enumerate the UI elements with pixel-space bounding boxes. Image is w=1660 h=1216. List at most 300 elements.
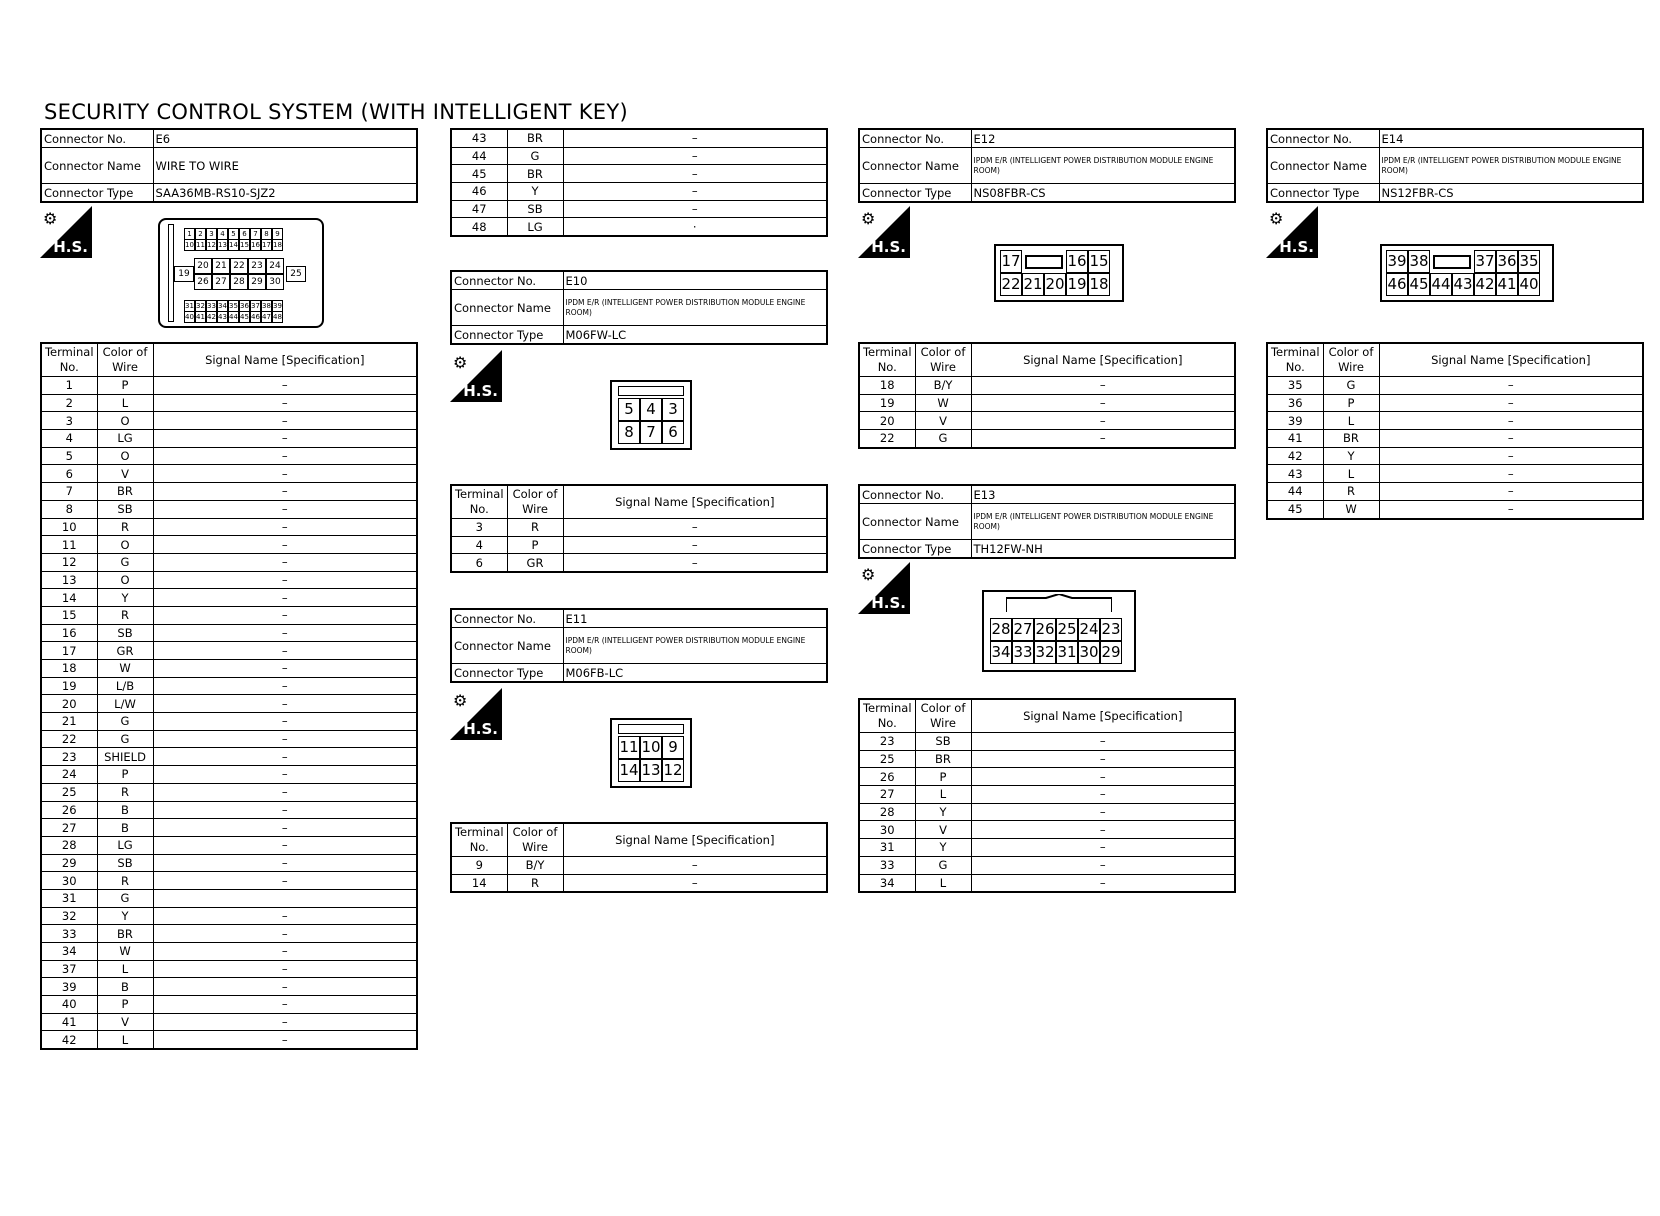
table-row [451,147,827,165]
pin: 9 [662,736,684,759]
table-row [859,839,1235,857]
pin: 28 [230,274,248,290]
wire-color: BR [97,925,153,943]
signal-name: – [153,801,417,819]
wire-color: Y [507,183,563,201]
key-slot [1430,250,1474,271]
pin: 7 [250,228,261,240]
wire-color: V [915,412,971,430]
signal-name: – [153,996,417,1014]
wire-color: SB [97,854,153,872]
pin: 41 [1496,273,1518,296]
signal-name: – [1379,430,1643,448]
terminal-no: 9 [451,857,507,875]
pin: 17 [262,241,271,249]
terminal-no: 34 [859,874,915,892]
signal-name: – [971,733,1235,751]
e13-header [858,484,1236,559]
terminal-no: 22 [41,730,97,748]
table-row [859,412,1235,430]
signal-name: – [153,589,417,607]
terminal-no: 33 [859,856,915,874]
terminal-no: 39 [41,978,97,996]
pin: 32 [1034,641,1056,664]
terminal-no: 16 [41,624,97,642]
pin: 31 [1056,641,1078,664]
table-row [41,483,417,501]
table-row [451,129,827,147]
terminal-no: 5 [41,447,97,465]
table-row [1267,377,1643,395]
pin: 27 [212,274,230,290]
wire-color: SB [507,200,563,218]
terminal-no: 45 [1267,500,1323,518]
pin: 19 [174,266,194,282]
table-row [41,447,417,465]
harness-side-icon: ⚙ H.S. [450,350,502,402]
table-row [451,218,827,236]
e6-terminal-table [40,342,418,1050]
wire-color: G [1323,377,1379,395]
table-row [41,889,417,907]
wire-color: G [97,730,153,748]
terminal-no: 4 [41,430,97,448]
wire-color: Y [1323,447,1379,465]
wire-color: P [97,766,153,784]
terminal-no: 10 [41,518,97,536]
wire-color: L [915,786,971,804]
color-header: Color of Wire [507,823,563,857]
signal-name: – [563,183,827,201]
table-row [1267,430,1643,448]
pin: 19 [1066,273,1088,296]
table-row [859,430,1235,448]
pin: 14 [229,241,238,249]
signal-name: – [971,874,1235,892]
connector-no: E11 [563,609,827,628]
signal-name: – [1379,465,1643,483]
terminal-no: 19 [41,677,97,695]
connector-type: TH12FW-NH [971,540,1235,559]
table-row [41,996,417,1014]
pin: 35 [1518,250,1540,273]
label: Connector Type [451,326,563,345]
pin: 45 [1408,273,1430,296]
label: Connector Name [451,628,563,664]
terminal-no: 14 [451,874,507,892]
e11-terminal-table [450,822,828,893]
terminal-no: 42 [41,1031,97,1049]
table-row [41,872,417,890]
terminal-no: 41 [41,1013,97,1031]
terminal-no: 29 [41,854,97,872]
wire-color: W [915,394,971,412]
table-row [41,819,417,837]
key-slot [1022,250,1066,271]
terminal-no: 40 [41,996,97,1014]
terminal-no: 44 [451,147,507,165]
wire-color: V [97,465,153,483]
page-title: SECURITY CONTROL SYSTEM (WITH INTELLIGENT KEY) [44,100,628,124]
table-row [859,786,1235,804]
terminal-no: 45 [451,165,507,183]
table-row [1267,447,1643,465]
connector-type: NS12FBR-CS [1379,184,1643,203]
pin: 9 [272,228,283,240]
signal-name: – [563,519,827,537]
signal-name: – [563,874,827,892]
wire-color: BR [97,483,153,501]
pin: 34 [990,641,1012,664]
signal-name: – [971,394,1235,412]
pin: 12 [662,759,684,782]
connector-name: IPDM E/R (INTELLIGENT POWER DISTRIBUTION MODULE ENGINE ROOM) [971,148,1235,184]
wire-color: G [97,889,153,907]
wire-color: G [507,147,563,165]
label: Connector No. [1267,129,1379,148]
wire-color: R [1323,483,1379,501]
table-row [859,821,1235,839]
label: Connector Name [1267,148,1379,184]
pin: 5 [618,398,640,421]
e13-terminal-table [858,698,1236,893]
pin: 14 [618,759,640,782]
pin: 46 [1386,273,1408,296]
table-row [451,857,827,875]
connector-name: IPDM E/R (INTELLIGENT POWER DISTRIBUTION MODULE ENGINE ROOM) [971,504,1235,540]
color-header: Color of Wire [915,699,971,733]
terminal-no: 4 [451,536,507,554]
terminal-no: 1 [41,377,97,395]
table-row [859,768,1235,786]
terminal-header: Terminal No. [41,343,97,377]
e10-terminal-table [450,484,828,573]
terminal-no: 30 [859,821,915,839]
wire-color: L [1323,465,1379,483]
signal-name: – [563,147,827,165]
terminal-no: 18 [41,660,97,678]
connector-no: E13 [971,485,1235,504]
pin: 40 [185,313,194,321]
pin: 15 [1088,250,1110,273]
pin: 28 [990,618,1012,641]
wire-color: R [97,783,153,801]
signal-name: – [153,536,417,554]
label: Connector Type [859,540,971,559]
signal-name: – [563,857,827,875]
terminal-no: 31 [859,839,915,857]
pin: 24 [1078,618,1100,641]
signal-name: – [153,677,417,695]
pin: 29 [248,274,266,290]
pin: 36 [1496,250,1518,273]
connector-name: IPDM E/R (INTELLIGENT POWER DISTRIBUTION MODULE ENGINE ROOM) [1379,148,1643,184]
signal-name: – [153,553,417,571]
pin: 22 [1000,273,1022,296]
signal-name: · [563,218,827,236]
harness-side-icon: ⚙ H.S. [1266,206,1318,258]
table-row [41,801,417,819]
wire-color: P [97,996,153,1014]
wire-color: P [915,768,971,786]
wire-color: SB [97,624,153,642]
terminal-no: 2 [41,394,97,412]
harness-side-icon: ⚙ H.S. [450,688,502,740]
signal-name: – [153,606,417,624]
signal-name: – [153,960,417,978]
table-row [41,713,417,731]
wire-color: BR [507,129,563,147]
wire-color: W [97,660,153,678]
signal-name: – [971,821,1235,839]
pin: 10 [640,736,662,759]
wire-color: V [915,821,971,839]
wire-color: BR [1323,430,1379,448]
wire-color: L [97,960,153,978]
signal-name: – [1379,412,1643,430]
signal-name: – [153,695,417,713]
table-row [41,412,417,430]
wire-color: G [915,430,971,448]
wire-color: BR [507,165,563,183]
wire-color: SB [915,733,971,751]
signal-name: – [153,943,417,961]
color-header: Color of Wire [507,485,563,519]
table-row [859,874,1235,892]
signal-name: – [153,819,417,837]
table-row [451,165,827,183]
color-header: Color of Wire [97,343,153,377]
wire-color: G [97,713,153,731]
table-row [859,733,1235,751]
terminal-no: 25 [859,750,915,768]
e10-connector-diagram [610,380,692,450]
connector-no: E10 [563,271,827,290]
signal-name: – [971,839,1235,857]
pin: 39 [1386,250,1408,273]
terminal-no: 20 [41,695,97,713]
label: Connector Name [451,290,563,326]
table-row [41,836,417,854]
signal-name: – [153,624,417,642]
terminal-no: 17 [41,642,97,660]
terminal-no: 37 [41,960,97,978]
signal-name: – [153,854,417,872]
harness-side-icon: ⚙ H.S. [40,206,92,258]
terminal-no: 30 [41,872,97,890]
table-row [41,606,417,624]
pin: 48 [273,313,282,321]
connector-type: M06FW-LC [563,326,827,345]
table-row [859,394,1235,412]
pin: 18 [1088,273,1110,296]
pin: 11 [196,241,205,249]
pin: 40 [1518,273,1540,296]
table-row [41,730,417,748]
wire-color: L [1323,412,1379,430]
wire-color: Y [915,803,971,821]
terminal-no: 34 [41,943,97,961]
wire-color: R [507,519,563,537]
pin: 31 [185,302,194,310]
signal-name [153,889,417,907]
table-row [41,553,417,571]
table-row [41,536,417,554]
wire-color: B [97,978,153,996]
label: Connector Type [41,184,153,203]
table-row [41,854,417,872]
pin: 4 [217,228,228,240]
wire-color: B/Y [915,377,971,395]
signal-name: – [153,836,417,854]
signal-name: – [153,642,417,660]
table-row [41,960,417,978]
e13-connector-diagram [982,590,1136,672]
table-row [41,1013,417,1031]
table-row [41,394,417,412]
wire-color: R [507,874,563,892]
signal-name: – [153,713,417,731]
pin: 4 [640,398,662,421]
pin: 6 [662,421,684,444]
terminal-no: 3 [41,412,97,430]
signal-name: – [153,447,417,465]
table-row [41,766,417,784]
table-row [41,748,417,766]
pin: 36 [240,302,249,310]
wire-color: V [97,1013,153,1031]
signal-name: – [971,768,1235,786]
e10-header [450,270,828,345]
connector-no: E6 [153,129,417,148]
wire-color: L [915,874,971,892]
wire-color: LG [507,218,563,236]
wire-color: P [97,377,153,395]
label: Connector Type [1267,184,1379,203]
table-row [451,536,827,554]
pin: 8 [618,421,640,444]
label: Connector No. [451,609,563,628]
pin: 30 [266,274,284,290]
pin: 43 [218,313,227,321]
pin: 37 [251,302,260,310]
table-row [1267,394,1643,412]
pin: 47 [262,313,271,321]
table-row [41,500,417,518]
pin: 25 [286,266,306,282]
pin: 44 [229,313,238,321]
table-row [451,874,827,892]
table-row [451,183,827,201]
wire-color: R [97,606,153,624]
wire-color: LG [97,836,153,854]
pin: 27 [1012,618,1034,641]
signal-name: – [153,377,417,395]
label: Connector Name [41,148,153,184]
pin: 21 [212,258,230,274]
pin: 2 [195,228,206,240]
label: Connector No. [41,129,153,148]
color-header: Color of Wire [915,343,971,377]
pin: 20 [1044,273,1066,296]
signal-name: – [153,483,417,501]
terminal-header: Terminal No. [451,485,507,519]
wire-color: GR [507,554,563,572]
e14-terminal-table [1266,342,1644,520]
terminal-no: 21 [41,713,97,731]
wire-color: W [1323,500,1379,518]
pin: 30 [1078,641,1100,664]
signal-header: Signal Name [Specification] [563,823,827,857]
wire-color: O [97,447,153,465]
table-row [41,925,417,943]
signal-name: – [563,165,827,183]
pin: 12 [207,241,216,249]
pin: 35 [229,302,238,310]
pin: 43 [1452,273,1474,296]
pin: 26 [1034,618,1056,641]
terminal-no: 15 [41,606,97,624]
signal-name: – [153,748,417,766]
table-row [1267,412,1643,430]
table-row [451,554,827,572]
pin: 42 [207,313,216,321]
wire-color: BR [915,750,971,768]
terminal-no: 44 [1267,483,1323,501]
table-row [1267,465,1643,483]
terminal-no: 7 [41,483,97,501]
wire-color: G [97,553,153,571]
pin: 20 [194,258,212,274]
table-row [1267,483,1643,501]
pin: 22 [230,258,248,274]
e12-terminal-table [858,342,1236,449]
pin: 10 [185,241,194,249]
label: Connector No. [859,129,971,148]
table-row [41,430,417,448]
table-row [1267,500,1643,518]
terminal-no: 26 [41,801,97,819]
table-row [41,642,417,660]
table-row [41,518,417,536]
terminal-no: 6 [451,554,507,572]
terminal-header: Terminal No. [1267,343,1323,377]
pin: 16 [1066,250,1088,273]
wire-color: W [97,943,153,961]
signal-name: – [153,465,417,483]
pin: 32 [196,302,205,310]
table-row [859,856,1235,874]
signal-name: – [153,571,417,589]
terminal-no: 22 [859,430,915,448]
terminal-no: 18 [859,377,915,395]
wire-color: R [97,518,153,536]
signal-name: – [153,660,417,678]
e6-terminal-table-continued [450,128,828,237]
pin: 13 [218,241,227,249]
wire-color: P [1323,394,1379,412]
table-row [859,750,1235,768]
signal-name: – [153,730,417,748]
signal-name: – [971,412,1235,430]
terminal-no: 35 [1267,377,1323,395]
terminal-no: 12 [41,553,97,571]
terminal-no: 39 [1267,412,1323,430]
terminal-no: 33 [41,925,97,943]
pin: 41 [196,313,205,321]
terminal-no: 6 [41,465,97,483]
pin: 7 [640,421,662,444]
